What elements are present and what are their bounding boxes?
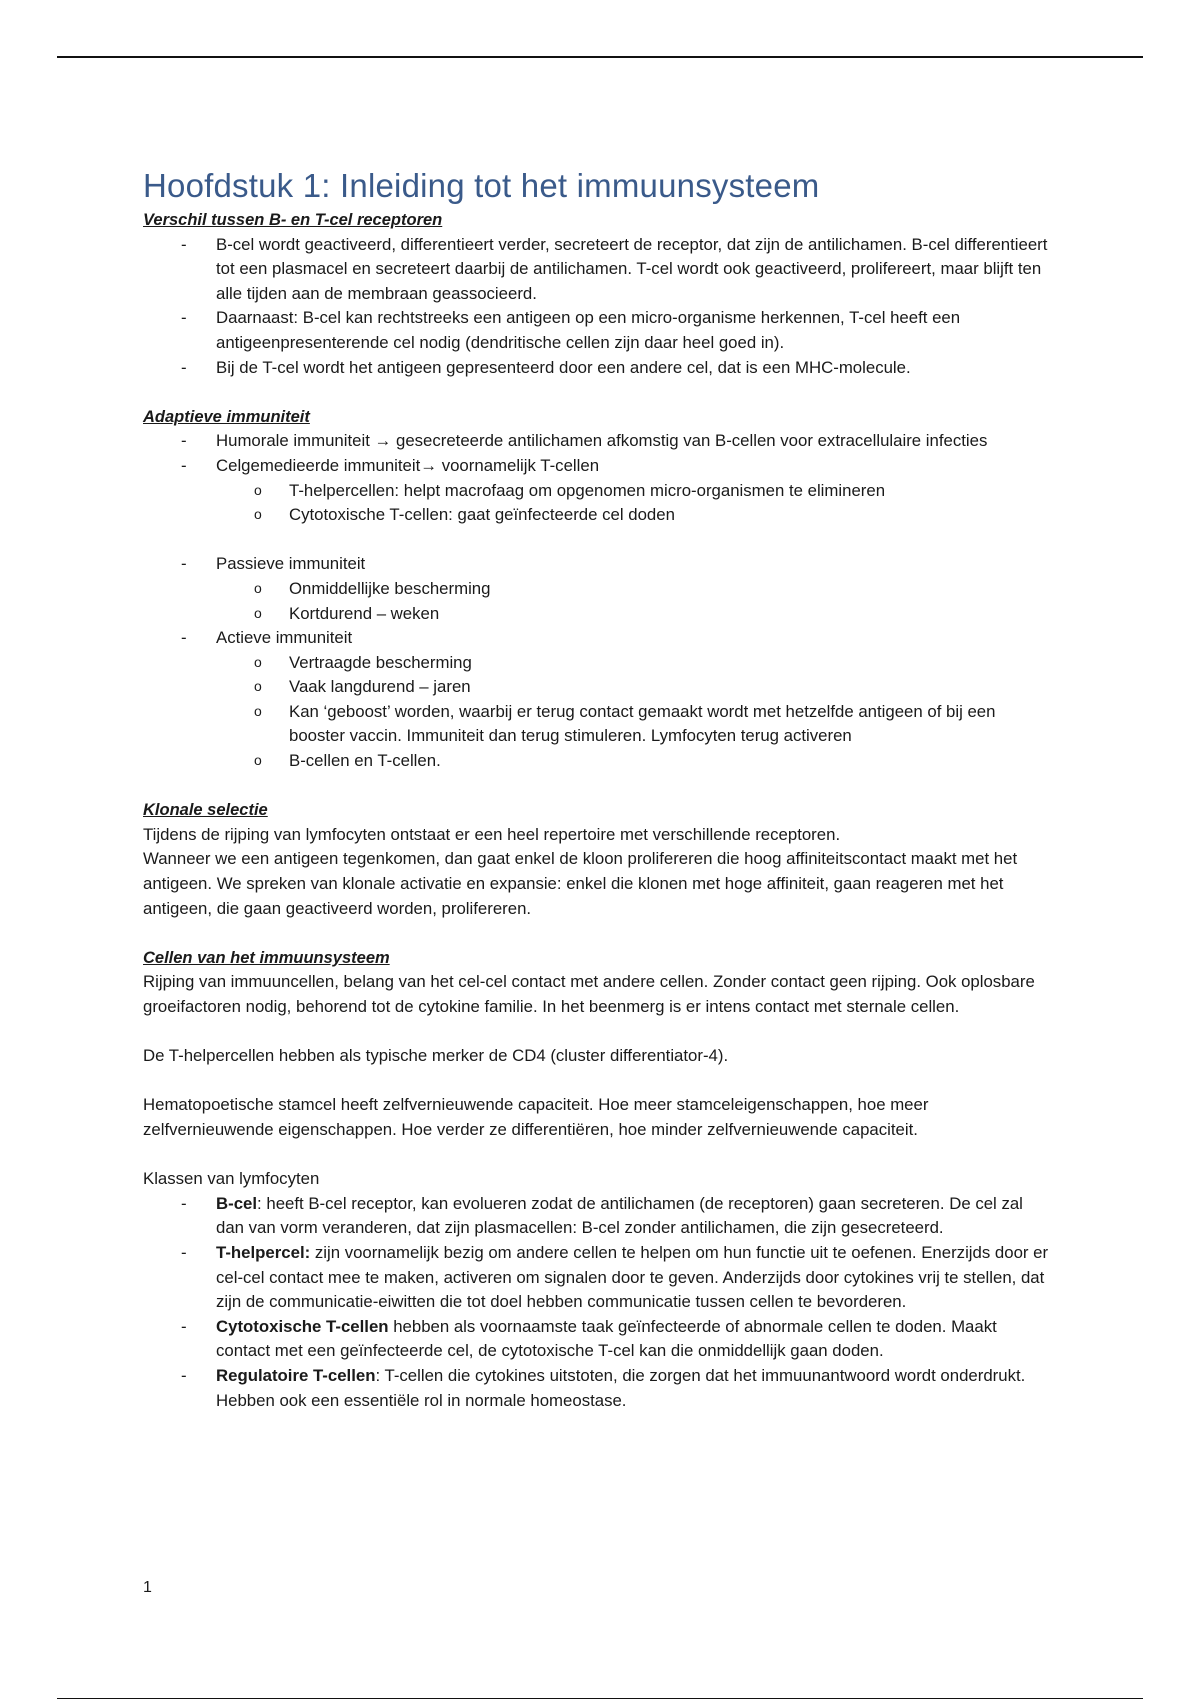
classes-label: Klassen van lymfocyten <box>143 1169 320 1189</box>
list-item <box>143 1315 1053 1364</box>
term: Regulatoire T-cellen <box>216 1365 376 1385</box>
section-heading-adaptive: Adaptieve immuniteit <box>143 407 310 426</box>
list-item <box>143 626 1053 774</box>
definition: hebben als voornaamste taak geïnfecteerde of abnormale cellen te doden. Maakt contact met een geïnfecteerde cel, de cytotoxische T-cel kan die onmiddellijk gaan doden. <box>216 1316 997 1361</box>
definition: zijn voornamelijk bezig om andere cellen te helpen om hun functie uit te oefenen. Enerzijds door er cel-cel contact mee te maken, activeren om signalen door te geven. Anderzijds door cytokines vrij te stellen, dat zijn de communicatie-eiwitten die tot doel hebben communicatie tussen cellen te bevorderen. <box>216 1242 1049 1312</box>
sublist <box>143 577 1053 626</box>
term: T-helpercel: <box>216 1242 311 1262</box>
list-item <box>143 1192 1053 1241</box>
term: Cytotoxische T-cellen <box>216 1316 389 1336</box>
list-item <box>143 552 1053 626</box>
list-item: - B-cel wordt geactiveerd, differentieert verder, secreteert de receptor, dat zijn de antilichamen. B-cel differentieert tot een plasmacel en secreteert daarbij de antilichamen. T-cel wordt ook geactiveerd, prolifereert, maar blijft ten alle tijden aan de membraan geassocieerd. <box>143 233 1053 307</box>
immunity-types-list <box>143 552 1053 773</box>
sublist-item: o Vertraagde bescherming <box>216 651 1053 676</box>
sublist <box>143 479 1053 528</box>
lymphocyte-classes-list <box>143 1192 1053 1413</box>
sublist-item: o Cytotoxische T-cellen: gaat geïnfecteerde cel doden <box>216 503 1053 528</box>
page-number: 1 <box>143 1579 152 1596</box>
page-content <box>143 166 1053 1413</box>
paragraph: Tijdens de rijping van lymfocyten ontstaat er een heel repertoire met verschillende receptoren. <box>143 824 841 844</box>
term: B-cel <box>216 1193 258 1213</box>
receptor-differences-list <box>143 233 1053 381</box>
sublist-item: o Kan ‘geboost’ worden, waarbij er terug contact gemaakt wordt met hetzelfde antigeen of bij een booster vaccin. Immuniteit dan terug stimuleren. Lymfocyten terug activeren <box>216 700 1053 749</box>
definition: : T-cellen die cytokines uitstoten, die zorgen dat het immuunantwoord wordt onderdrukt. Hebben ook een essentiële rol in normale homeostase. <box>216 1365 1026 1410</box>
header-rule <box>57 56 1143 58</box>
paragraph: Hematopoetische stamcel heeft zelfvernieuwende capaciteit. Hoe meer stamceleigenschappen, hoe meer zelfvernieuwende eigenschappen. Hoe verder ze differentiëren, hoe minder zelfvernieuwende capaciteit. <box>143 1095 929 1139</box>
list-item <box>143 454 1053 528</box>
paragraph: Wanneer we een antigeen tegenkomen, dan gaat enkel de kloon prolifereren die hoog affiniteitscontact maakt met het antigeen. We spreken van klonale activatie en expansie: enkel die klonen met hoge affiniteit, gaan reageren met het antigeen, die gaan geactiveerd worden, prolifereren. <box>143 849 1018 918</box>
page-title: Hoofdstuk 1: Inleiding tot het immuunsysteem <box>143 167 820 204</box>
list-item-text: Celgemedieerde immuniteit→ voornamelijk T-cellen <box>216 455 600 475</box>
section-heading-receptors: Verschil tussen B- en T-cel receptoren <box>143 211 443 229</box>
sublist <box>143 651 1053 774</box>
list-item: - Humorale immuniteit → gesecreteerde antilichamen afkomstig van B-cellen voor extracellulaire infecties <box>143 429 1053 454</box>
list-item: - Bij de T-cel wordt het antigeen gepresenteerd door een andere cel, dat is een MHC-molecule. <box>143 356 1053 381</box>
footer-rule <box>57 1698 1143 1699</box>
sublist-item: o Vaak langdurend – jaren <box>216 675 1053 700</box>
section-heading-clonal: Klonale selectie <box>143 801 268 820</box>
sublist-item: o B-cellen en T-cellen. <box>216 749 1053 774</box>
list-item-text: Passieve immuniteit <box>216 554 366 574</box>
section-heading-cells: Cellen van het immuunsysteem <box>143 948 390 967</box>
sublist-item: o T-helpercellen: helpt macrofaag om opgenomen micro-organismen te elimineren <box>216 479 1053 504</box>
sublist-item: o Onmiddellijke bescherming <box>216 577 1053 602</box>
paragraph: De T-helpercellen hebben als typische merker de CD4 (cluster differentiator-4). <box>143 1046 729 1066</box>
definition: : heeft B-cel receptor, kan evolueren zodat de antilichamen (de receptoren) gaan secreteren. De cel zal dan van vorm veranderen, dat zijn plasmacellen: B-cel zonder antilichamen, die zijn gesecreteerd. <box>216 1193 1023 1238</box>
list-item: - Daarnaast: B-cel kan rechtstreeks een antigeen op een micro-organisme herkennen, T-cel heeft een antigeenpresenterende cel nodig (dendritische cellen zijn daar heel goed in). <box>143 306 1053 355</box>
sublist-item: o Kortdurend – weken <box>216 602 1053 627</box>
list-item-text: Actieve immuniteit <box>216 628 353 648</box>
list-item <box>143 1364 1053 1413</box>
paragraph: Rijping van immuuncellen, belang van het cel-cel contact met andere cellen. Zonder contact geen rijping. Ook oplosbare groeifactoren nodig, behorend tot de cytokine familie. In het beenmerg is er intens contact met sternale cellen. <box>143 972 1035 1016</box>
adaptive-list <box>143 429 1053 527</box>
list-item <box>143 1241 1053 1315</box>
